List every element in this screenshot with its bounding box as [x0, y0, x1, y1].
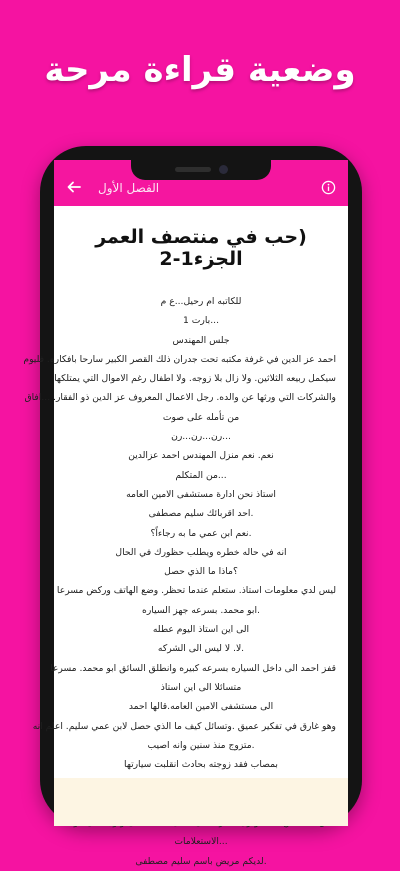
story-line: وهو غارق في تفكير عميق .وتسائل كيف ما الذي حصل لابن عمي سليم. اعلم انه: [32, 720, 336, 732]
story-line: نعم. نعم منزل المهندس احمد عزالدين: [128, 450, 274, 462]
story-line: جلس المهندس: [172, 334, 230, 346]
story-line: انه في حاله خطره ويطلب حظورك في الحال: [115, 546, 287, 558]
story-line: قفز احمد الى داخل السياره بسرعه كبيره وانطلق السائق ابو محمد. مسرعا: [50, 662, 336, 674]
story-line: والشركات التي ورثها عن والده. رجل الاعمال المعروف عز الدين ذو الفقار. ...افاق: [24, 392, 336, 404]
phone-frame: [23, 146, 362, 867]
story-line: .ابو محمد. بسرعه جهز السياره: [142, 604, 260, 616]
story-line: .نعم ابن عمي ما به رجاءاً؟: [150, 527, 252, 539]
story-line: ليس لدي معلومات استاذ. ستعلم عندما تحظر. وضع الهاتف وركض مسرعا: [56, 585, 336, 597]
story-line: استاذ نحن ادارة مستشفى الامين العامه: [126, 488, 276, 500]
reader-content[interactable]: [23, 206, 348, 867]
info-circle-icon[interactable]: [321, 180, 336, 195]
story-line: احمد عز الدين في غرفة مكتبه تحت جدران ذلك القصر الكبير سارحا بافكاره. فليوم: [23, 353, 336, 365]
story-line: الى اين استاذ اليوم عطله: [152, 624, 250, 636]
story-line: .احد اقربائك سليم مصطفى: [148, 508, 254, 520]
story-line: متسائلا الى اين استاذ: [160, 681, 242, 693]
phone-notch: [131, 160, 271, 180]
story-line: بمصاب فقد زوجته بحادث انقلبت سيارتها: [124, 759, 278, 771]
front-camera: [219, 165, 228, 174]
phone-screen: [23, 160, 348, 867]
story-line: .لديكم مريض باسم سليم مصطفى: [135, 855, 267, 867]
chapter-title: (حب في منتصف العمر الجزء1-2: [95, 226, 307, 270]
story-line: ...من المتكلم: [175, 469, 227, 481]
story-line: ؟ماذا ما الذي حصل: [164, 566, 238, 578]
story-line: .متزوج منذ سنين وانه اصيب: [147, 739, 255, 751]
story-line: من تأمله على صوت: [162, 411, 240, 423]
story-line: ...الاستعلامات: [174, 836, 228, 848]
chapter-name: الفصل الأول: [98, 181, 160, 195]
story-line: ...بارت 1: [183, 315, 219, 327]
promo-title: وضعية قراءة مرحة: [44, 50, 356, 90]
story-line: ...رن...رن...رن: [171, 431, 231, 443]
story-line: الى مستشفى الامين العامه.قالها احمد: [128, 701, 274, 713]
speaker-grille: [175, 167, 211, 172]
reader-bottom-panel: [54, 778, 348, 826]
arrow-left-icon[interactable]: [66, 179, 82, 195]
story-line: سيكمل ربيعه الثلاثين. ولا زال بلا زوجه. ولا اطفال رغم الاموال التي يمتلكها: [54, 373, 336, 385]
story-line: .لا. لا ليس الى الشركه: [157, 643, 245, 655]
story-line: للكاتبه ام رحيل...ع م: [160, 296, 242, 307]
